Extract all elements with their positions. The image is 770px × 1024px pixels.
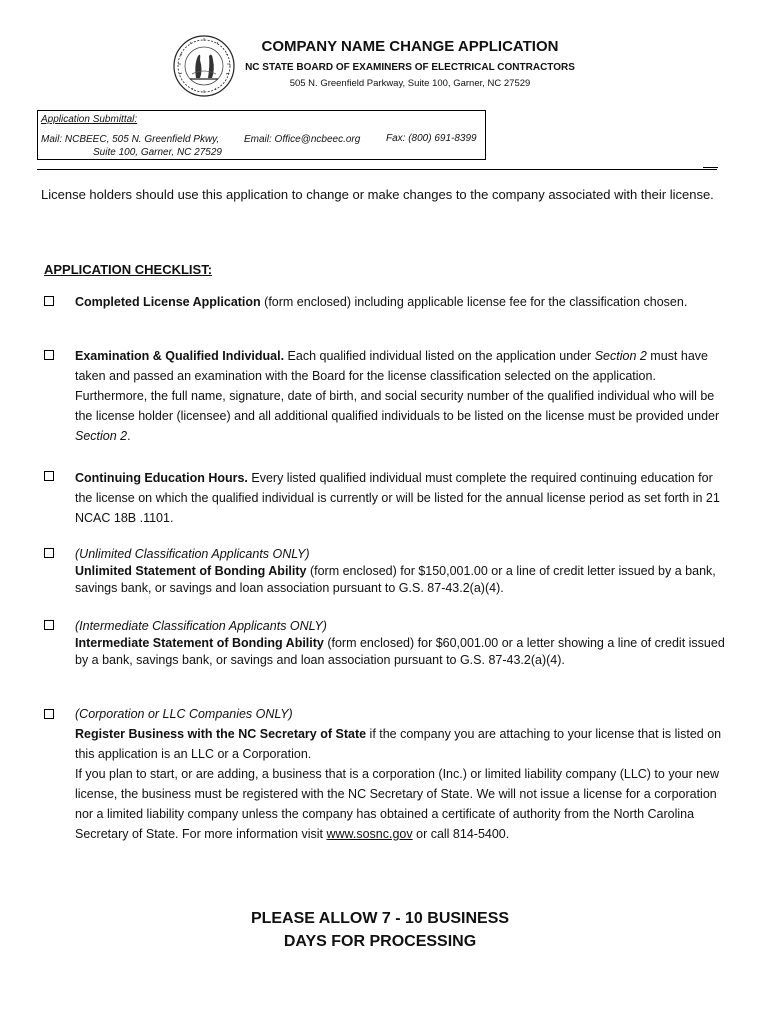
item-text: (form enclosed) for $150,001.00 or a line of credit letter issued by a bank, savings bank, or savings and loan association pursuant to G.S. 87-43.2(a)(4).	[75, 564, 716, 595]
item-note: (Intermediate Classification Applicants ONLY)	[75, 619, 327, 633]
divider	[37, 169, 717, 170]
checklist-item-intermediate-bonding	[75, 618, 725, 669]
submittal-fax: Fax: (800) 691-8399	[386, 133, 477, 144]
item-text: (form enclosed) for $60,001.00 or a letter showing a line of credit issued by a bank, savings bank, or savings and loan association pursuant to G.S. 87-43.2(a)(4).	[75, 636, 725, 667]
item-text: if the company you are attaching to your license that is listed on this application is an LLC or a Corporation.	[75, 727, 722, 761]
item-heading: Register Business with the NC Secretary of State	[75, 727, 367, 741]
checklist-item-continuing-education	[75, 468, 725, 528]
processing-notice-line2: DAYS FOR PROCESSING	[283, 933, 477, 950]
item-text: Each qualified individual listed on the application under	[284, 349, 595, 363]
submittal-email: Email: Office@ncbeec.org	[244, 134, 361, 145]
item-heading: Continuing Education Hours.	[75, 471, 248, 485]
item-heading: Intermediate Statement of Bonding Ability	[75, 636, 324, 650]
page-title: COMPANY NAME CHANGE APPLICATION	[261, 38, 559, 55]
item-text: or call 814-5400.	[412, 827, 510, 841]
submittal-label: Application Submittal:	[41, 114, 138, 125]
checkbox-register-business[interactable]	[44, 709, 54, 719]
checkbox-license-application[interactable]	[44, 296, 54, 306]
checkbox-unlimited-bonding[interactable]	[44, 548, 54, 558]
item-paragraph	[75, 764, 725, 844]
item-text: (form enclosed) including applicable license fee for the classification chosen.	[260, 295, 688, 309]
board-name: NC STATE BOARD OF EXAMINERS OF ELECTRICAL CONTRACTORS	[245, 62, 575, 73]
checklist-item-unlimited-bonding	[75, 546, 725, 597]
checklist-item-register-business	[75, 704, 725, 844]
checkbox-continuing-education[interactable]	[44, 471, 54, 481]
checklist-item-examination	[75, 346, 725, 446]
item-heading: Examination & Qualified Individual.	[75, 349, 285, 363]
processing-notice-line1: PLEASE ALLOW 7 - 10 BUSINESS	[250, 910, 510, 927]
item-text: Every listed qualified individual must complete the required continuing education for the license on which the qualified individual is currently or will be listed for the annual license period as set forth in 21 NCAC 18B .1101.	[75, 471, 720, 525]
checkbox-intermediate-bonding[interactable]	[44, 620, 54, 630]
submittal-box	[37, 110, 486, 160]
item-note: (Corporation or LLC Companies ONLY)	[75, 707, 293, 721]
submittal-mail-line1: Mail: NCBEEC, 505 N. Greenfield Pkwy,	[41, 134, 220, 145]
item-text: must have taken and passed an examination with the Board for the license classification selected on the application. Furthermore, the full name, signature, date of birth, and social security number of the qualified individual who will be the license holder (licensee) and all additional qualified individuals to be listed on the license must be provided under	[75, 349, 720, 423]
section-ref: Section 2	[594, 349, 647, 363]
submittal-mail-line2: Suite 100, Garner, NC 27529	[93, 147, 222, 158]
item-text-end: .	[127, 429, 131, 443]
sosnc-link[interactable]: www.sosnc.gov	[326, 827, 413, 841]
checklist-item-license-application	[75, 294, 725, 311]
item-heading: Completed License Application	[75, 295, 261, 309]
processing-notice	[140, 907, 620, 953]
checklist-title: APPLICATION CHECKLIST:	[44, 262, 213, 277]
item-heading: Unlimited Statement of Bonding Ability	[75, 564, 307, 578]
board-address: 505 N. Greenfield Parkway, Suite 100, Garner, NC 27529	[289, 78, 531, 89]
item-text: If you plan to start, or are adding, a business that is a corporation (Inc.) or limited liability company (LLC) to your new license, the business must be registered with the NC Secretary of State. We will not issue a license for a corporation nor a limited liability company unless the company has obtained a certificate of authority from the North Carolina Secretary of State. For more information visit	[75, 767, 720, 841]
intro-text: License holders should use this application to change or make changes to the company associated with their license.	[41, 187, 714, 202]
item-note: (Unlimited Classification Applicants ONLY)	[75, 547, 310, 561]
divider-accent	[703, 167, 718, 168]
section-ref: Section 2	[75, 429, 128, 443]
checkbox-examination[interactable]	[44, 350, 54, 360]
